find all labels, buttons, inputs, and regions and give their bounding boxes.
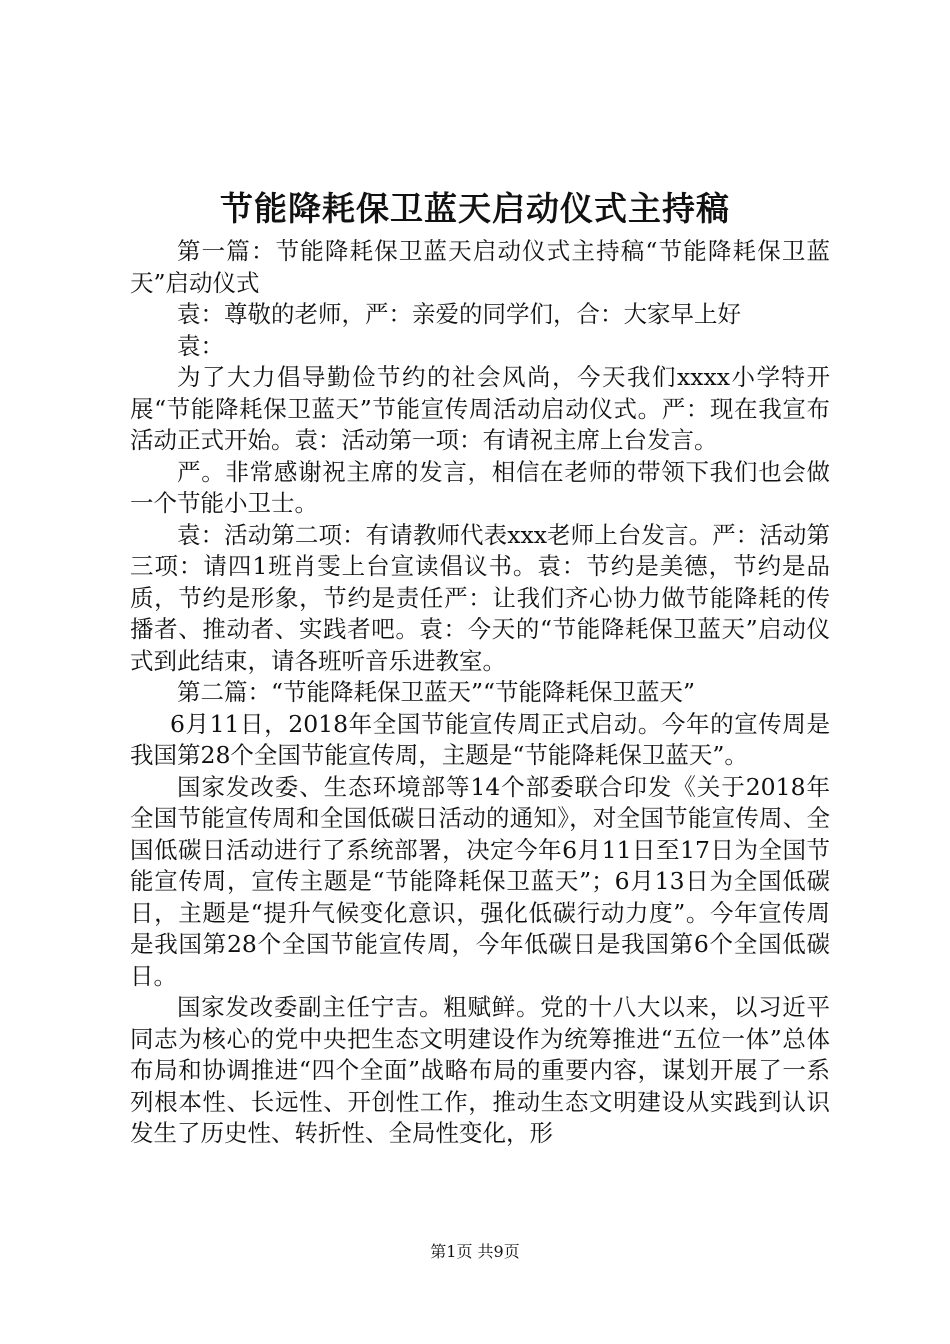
page-number-footer: 第1页 共9页 (430, 1242, 520, 1261)
document-body (130, 236, 830, 1150)
paragraph: 严。非常感谢祝主席的发言，相信在老师的带领下我们也会做一个节能小卫士。 (130, 457, 830, 517)
paragraph: 第一篇：节能降耗保卫蓝天启动仪式主持稿“节能降耗保卫蓝天”启动仪式 (130, 237, 830, 297)
paragraph: 袁： (177, 331, 224, 360)
paragraph: 第二篇：“节能降耗保卫蓝天”“节能降耗保卫蓝天” (177, 678, 696, 706)
paragraph: 国家发改委、生态环境部等14个部委联合印发《关于2018年全国节能宣传周和全国低碳日活动的通知》，对全国节能宣传周、全国低碳日活动进行了系统部署，决定今年6月11日至17日为全国节能宣传周，宣传主题是“节能降耗保卫蓝天”；6月13日为全国低碳日，主题是“提升气候变化意识，强化低碳行动力度”。今年宣传周是我国第28个全国节能宣传周，今年低碳日是我国第6个全国低碳日。 (130, 772, 830, 990)
paragraph: 国家发改委副主任宁吉。粗赋鲜。党的十八大以来，以习近平同志为核心的党中央把生态文明建设作为统筹推进“五位一体”总体布局和协调推进“四个全面”战略布局的重要内容，谋划开展了一系列根本性、长远性、开创性工作，推动生态文明建设从实践到认识发生了历史性、转折性、全局性变化，形 (130, 993, 830, 1147)
document-title: 节能降耗保卫蓝天启动仪式主持稿 (220, 189, 730, 228)
paragraph: 袁：尊敬的老师，严：亲爱的同学们，合：大家早上好 (177, 300, 741, 328)
paragraph: 袁：活动第二项：有请教师代表xxx老师上台发言。严：活动第三项：请四1班肖雯上台宣读倡议书。袁：节约是美德，节约是品质，节约是形象，节约是责任严：让我们齐心协力做节能降耗的传播者、推动者、实践者吧。袁：今天的“节能降耗保卫蓝天”启动仪式到此结束，请各班听音乐进教室。 (130, 520, 830, 675)
paragraph: 6月11日，2018年全国节能宣传周正式启动。今年的宣传周是我国第28个全国节能宣传周，主题是“节能降耗保卫蓝天”。 (130, 709, 830, 769)
paragraph: 为了大力倡导勤俭节约的社会风尚，今天我们xxxx小学特开展“节能降耗保卫蓝天”节能宣传周活动启动仪式。严：现在我宣布活动正式开始。袁：活动第一项：有请祝主席上台发言。 (130, 363, 830, 454)
